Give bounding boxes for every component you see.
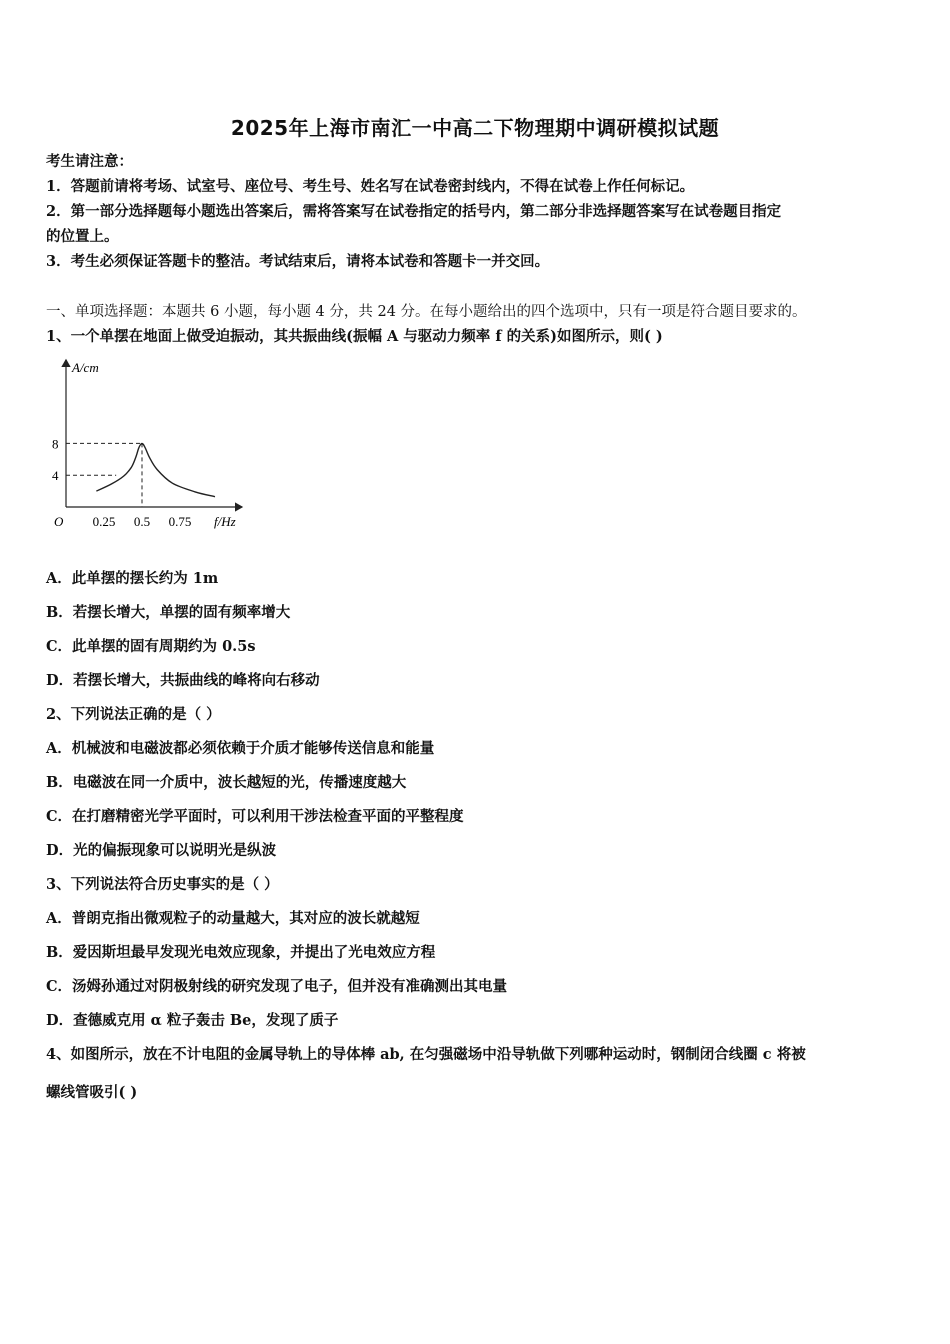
- x-tick-label-0.75: 0.75: [168, 514, 192, 529]
- notice-item: 1．答题前请将考场、试室号、座位号、考生号、姓名写在试卷密封线内，不得在试卷上作任何标记。: [46, 178, 695, 195]
- question-3-stem: 3、下列说法符合历史事实的是（ ）: [46, 876, 279, 893]
- y-tick-label-4: 4: [52, 468, 59, 484]
- q3-option-a: A．普朗克指出微观粒子的动量越大，其对应的波长就越短: [46, 910, 420, 927]
- notice-item: 2．第一部分选择题每小题选出答案后，需将答案写在试卷指定的括号内，第二部分非选择题答案写在试卷题目指定: [46, 203, 782, 220]
- q2-option-c: C．在打磨精密光学平面时，可以利用干涉法检查平面的平整程度: [46, 808, 464, 825]
- q2-option-d: D．光的偏振现象可以说明光是纵波: [46, 842, 277, 859]
- notice-item: 3．考生必须保证答题卡的整洁。考试结束后，请将本试卷和答题卡一并交回。: [46, 253, 550, 270]
- question-2-stem: 2、下列说法正确的是（ ）: [46, 706, 221, 723]
- section-heading: 一、单项选择题：本题共 6 小题，每小题 4 分，共 24 分。在每小题给出的四个选项中，只有一项是符合题目要求的。: [46, 304, 807, 320]
- x-axis-label: f/Hz: [214, 514, 236, 529]
- resonance-chart: [46, 352, 256, 532]
- q2-option-a: A．机械波和电磁波都必须依赖于介质才能够传送信息和能量: [46, 740, 435, 757]
- q3-option-d: D．查德威克用 α 粒子轰击 Be，发现了质子: [46, 1012, 339, 1029]
- q3-option-b: B．爱因斯坦最早发现光电效应现象，并提出了光电效应方程: [46, 944, 436, 961]
- q1-option-c: C．此单摆的固有周期约为 0.5s: [46, 638, 256, 655]
- resonance-curve: [96, 443, 215, 496]
- question-4-stem-line1: 4、如图所示，放在不计电阻的金属导轨上的导体棒 ab, 在匀强磁场中沿导轨做下列哪种运动时，钢制闭合线圈 c 将被: [46, 1046, 806, 1063]
- origin-label: O: [54, 514, 64, 529]
- q1-option-a: A．此单摆的摆长约为 1m: [46, 570, 219, 587]
- x-tick-label-0.5: 0.5: [133, 514, 151, 529]
- q1-option-b: B．若摆长增大，单摆的固有频率增大: [46, 604, 291, 621]
- page-title: 2025年上海市南汇一中高二下物理期中调研模拟试题: [230, 116, 720, 140]
- q2-option-b: B．电磁波在同一介质中，波长越短的光，传播速度越大: [46, 774, 407, 791]
- q3-option-c: C．汤姆孙通过对阴极射线的研究发现了电子，但并没有准确测出其电量: [46, 978, 508, 995]
- x-tick-label-0.25: 0.25: [92, 514, 116, 529]
- question-1-stem: 1、一个单摆在地面上做受迫振动，其共振曲线(振幅 A 与驱动力频率 f 的关系)如图所示，则( ): [46, 328, 663, 345]
- y-axis-label: A/cm: [72, 360, 99, 375]
- notice-item: 的位置上。: [46, 228, 119, 245]
- y-tick-label-8: 8: [52, 436, 59, 452]
- notice-header: 考生请注意：: [46, 153, 133, 170]
- q1-option-d: D．若摆长增大，共振曲线的峰将向右移动: [46, 672, 320, 689]
- question-4-stem-line2: 螺线管吸引( ): [46, 1084, 138, 1101]
